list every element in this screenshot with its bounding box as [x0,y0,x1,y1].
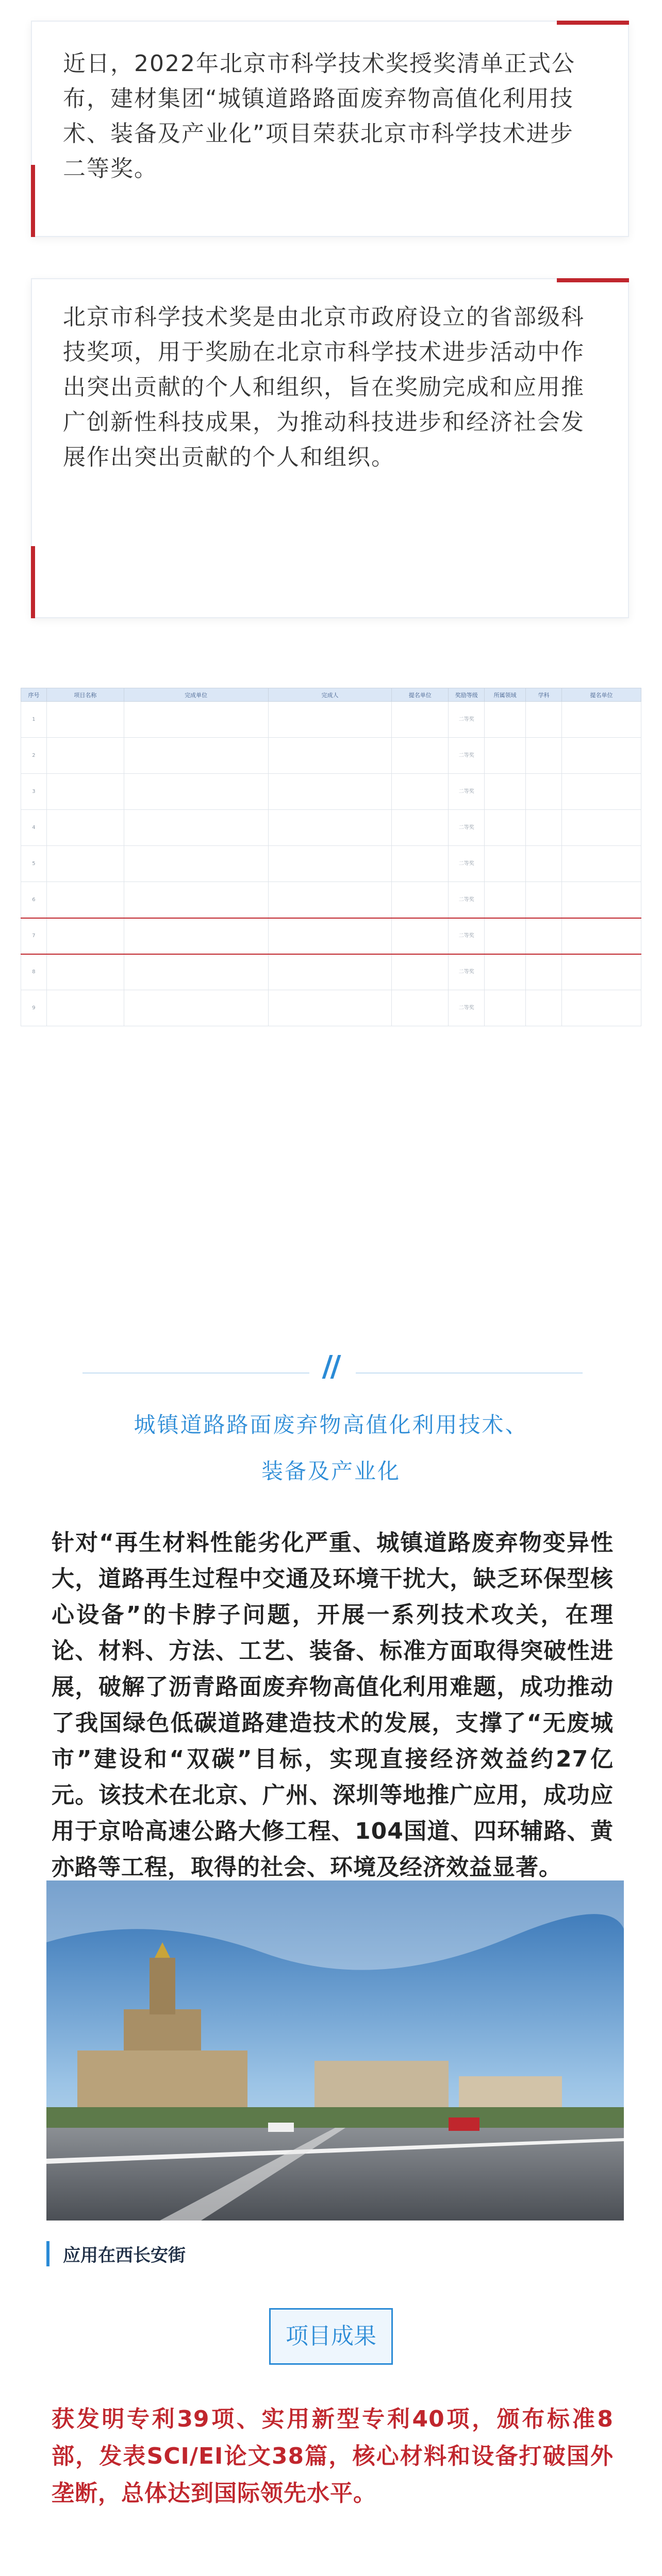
table-cell [485,810,526,846]
table-cell: 二等奖 [449,774,485,810]
intro-card [31,21,629,237]
table-cell [562,990,641,1026]
table-cell [46,846,124,882]
table-cell [46,702,124,738]
table-cell [392,954,449,990]
table-cell: 5 [21,846,47,882]
results-badge: 项目成果 [269,2308,393,2365]
table-row [21,774,641,810]
section-title-line2: 装备及产业化 [261,1459,401,1484]
award-table [21,688,641,1026]
table-cell [562,882,641,918]
table-cell [46,918,124,954]
table-cell [526,954,562,990]
table-cell: 7 [21,918,47,954]
table-cell: 2 [21,738,47,774]
table-header: 提名单位 [562,688,641,702]
table-header: 学科 [526,688,562,702]
table-header: 项目名称 [46,688,124,702]
table-row [21,882,641,918]
table-cell [485,918,526,954]
table-cell [124,846,268,882]
table-cell [124,954,268,990]
table-cell: 8 [21,954,47,990]
table-cell [392,918,449,954]
results-text: 获发明专利39项、实用新型专利40项，颁布标准8部，发表SCI/EI论文38篇，核心材料和设备打破国外垄断，总体达到国际领先水平。 [52,2406,614,2506]
card-accent-side [31,546,35,618]
table-header: 完成单位 [124,688,268,702]
table-cell [268,846,392,882]
table-cell [46,882,124,918]
table-cell: 9 [21,990,47,1026]
table-cell [46,774,124,810]
table-header: 提名单位 [392,688,449,702]
table-header-row [21,688,641,702]
section-title-line1: 城镇道路路面废弃物高值化利用技术、 [134,1412,528,1437]
table-cell [562,846,641,882]
table-cell [392,882,449,918]
table-cell [562,738,641,774]
section-divider [0,1350,662,1386]
divider-line-left [82,1372,309,1374]
table-cell [562,918,641,954]
table-header: 序号 [21,688,47,702]
table-cell [392,846,449,882]
table-cell: 4 [21,810,47,846]
table-header: 完成人 [268,688,392,702]
table-header: 奖励等级 [449,688,485,702]
street-scene-illustration [46,1880,624,2221]
table-cell [46,810,124,846]
table-cell [526,738,562,774]
table-cell [124,882,268,918]
table-cell: 二等奖 [449,846,485,882]
table-cell [562,702,641,738]
table-cell [124,702,268,738]
table-cell: 二等奖 [449,882,485,918]
table-cell [392,810,449,846]
table-row [21,954,641,990]
table-row [21,738,641,774]
award-card [31,278,629,618]
table-cell [526,882,562,918]
table-cell [485,774,526,810]
table-cell [485,990,526,1026]
photo-chang-an-avenue [46,1880,624,2221]
card-accent-top [557,278,629,282]
table-header: 所属领域 [485,688,526,702]
table-cell [485,882,526,918]
table-row [21,702,641,738]
table-cell [392,738,449,774]
table-cell [46,990,124,1026]
divider-line-right [356,1372,583,1374]
table-cell [124,810,268,846]
table-cell [268,774,392,810]
divider-slash-icon [323,1352,343,1383]
table-cell [392,702,449,738]
table-cell [526,774,562,810]
table-cell [268,918,392,954]
table-cell [526,918,562,954]
table-cell [392,990,449,1026]
table-cell: 二等奖 [449,810,485,846]
table-cell [562,810,641,846]
table-cell [526,810,562,846]
table-cell [562,954,641,990]
card-accent-top [557,21,629,25]
table-cell: 3 [21,774,47,810]
table-cell [124,774,268,810]
table-cell: 二等奖 [449,990,485,1026]
table-cell [392,774,449,810]
table-cell [526,990,562,1026]
table-cell: 二等奖 [449,954,485,990]
table-cell [268,702,392,738]
table-row [21,810,641,846]
table-cell [268,738,392,774]
table-cell [485,702,526,738]
table-cell [485,738,526,774]
table-cell [526,846,562,882]
table-cell: 二等奖 [449,918,485,954]
table-cell [46,738,124,774]
table-cell: 1 [21,702,47,738]
award-text: 北京市科学技术奖是由北京市政府设立的省部级科技奖项，用于奖励在北京市科学技术进步活动中作出突出贡献的个人和组织，旨在奖励完成和应用推广创新性科技成果，为推动科技进步和经济社会发展作出突出贡献的个人和组织。 [63,304,585,470]
table-cell [268,954,392,990]
intro-text: 近日，2022年北京市科学技术奖授奖清单正式公布，建材集团“城镇道路路面废弃物高值化利用技术、装备及产业化”项目荣获北京市科学技术进步二等奖。 [63,50,575,182]
table-cell [268,990,392,1026]
card-accent-side [31,165,35,237]
table-cell [268,810,392,846]
table-cell [124,990,268,1026]
table-cell [526,702,562,738]
table-cell: 6 [21,882,47,918]
table-cell: 二等奖 [449,702,485,738]
table-cell [485,954,526,990]
table-row [21,918,641,954]
table-cell [46,954,124,990]
table-cell [268,882,392,918]
table-row [21,990,641,1026]
table-cell: 二等奖 [449,738,485,774]
photo1-caption: 应用在西长安街 [46,2241,186,2266]
table-row [21,846,641,882]
body-text: 针对“再生材料性能劣化严重、城镇道路废弃物变异性大，道路再生过程中交通及环境干扰大，缺乏环保型核心设备”的卡脖子问题，开展一系列技术攻关，在理论、材料、方法、工艺、装备、标准方面取得突破性进展，破解了沥青路面废弃物高值化利用难题，成功推动了我国绿色低碳道路建造技术的发展，支撑了“无废城市”建设和“双碳”目标，实现直接经济效益约27亿元。该技术在北京、广州、深圳等地推广应用，成功应用于京哈高速公路大修工程、104国道、四环辅路、黄亦路等工程，取得的社会、环境及经济效益显著。 [52,1530,614,1880]
table-cell [124,918,268,954]
table-cell [124,738,268,774]
table-cell [562,774,641,810]
table-cell [485,846,526,882]
